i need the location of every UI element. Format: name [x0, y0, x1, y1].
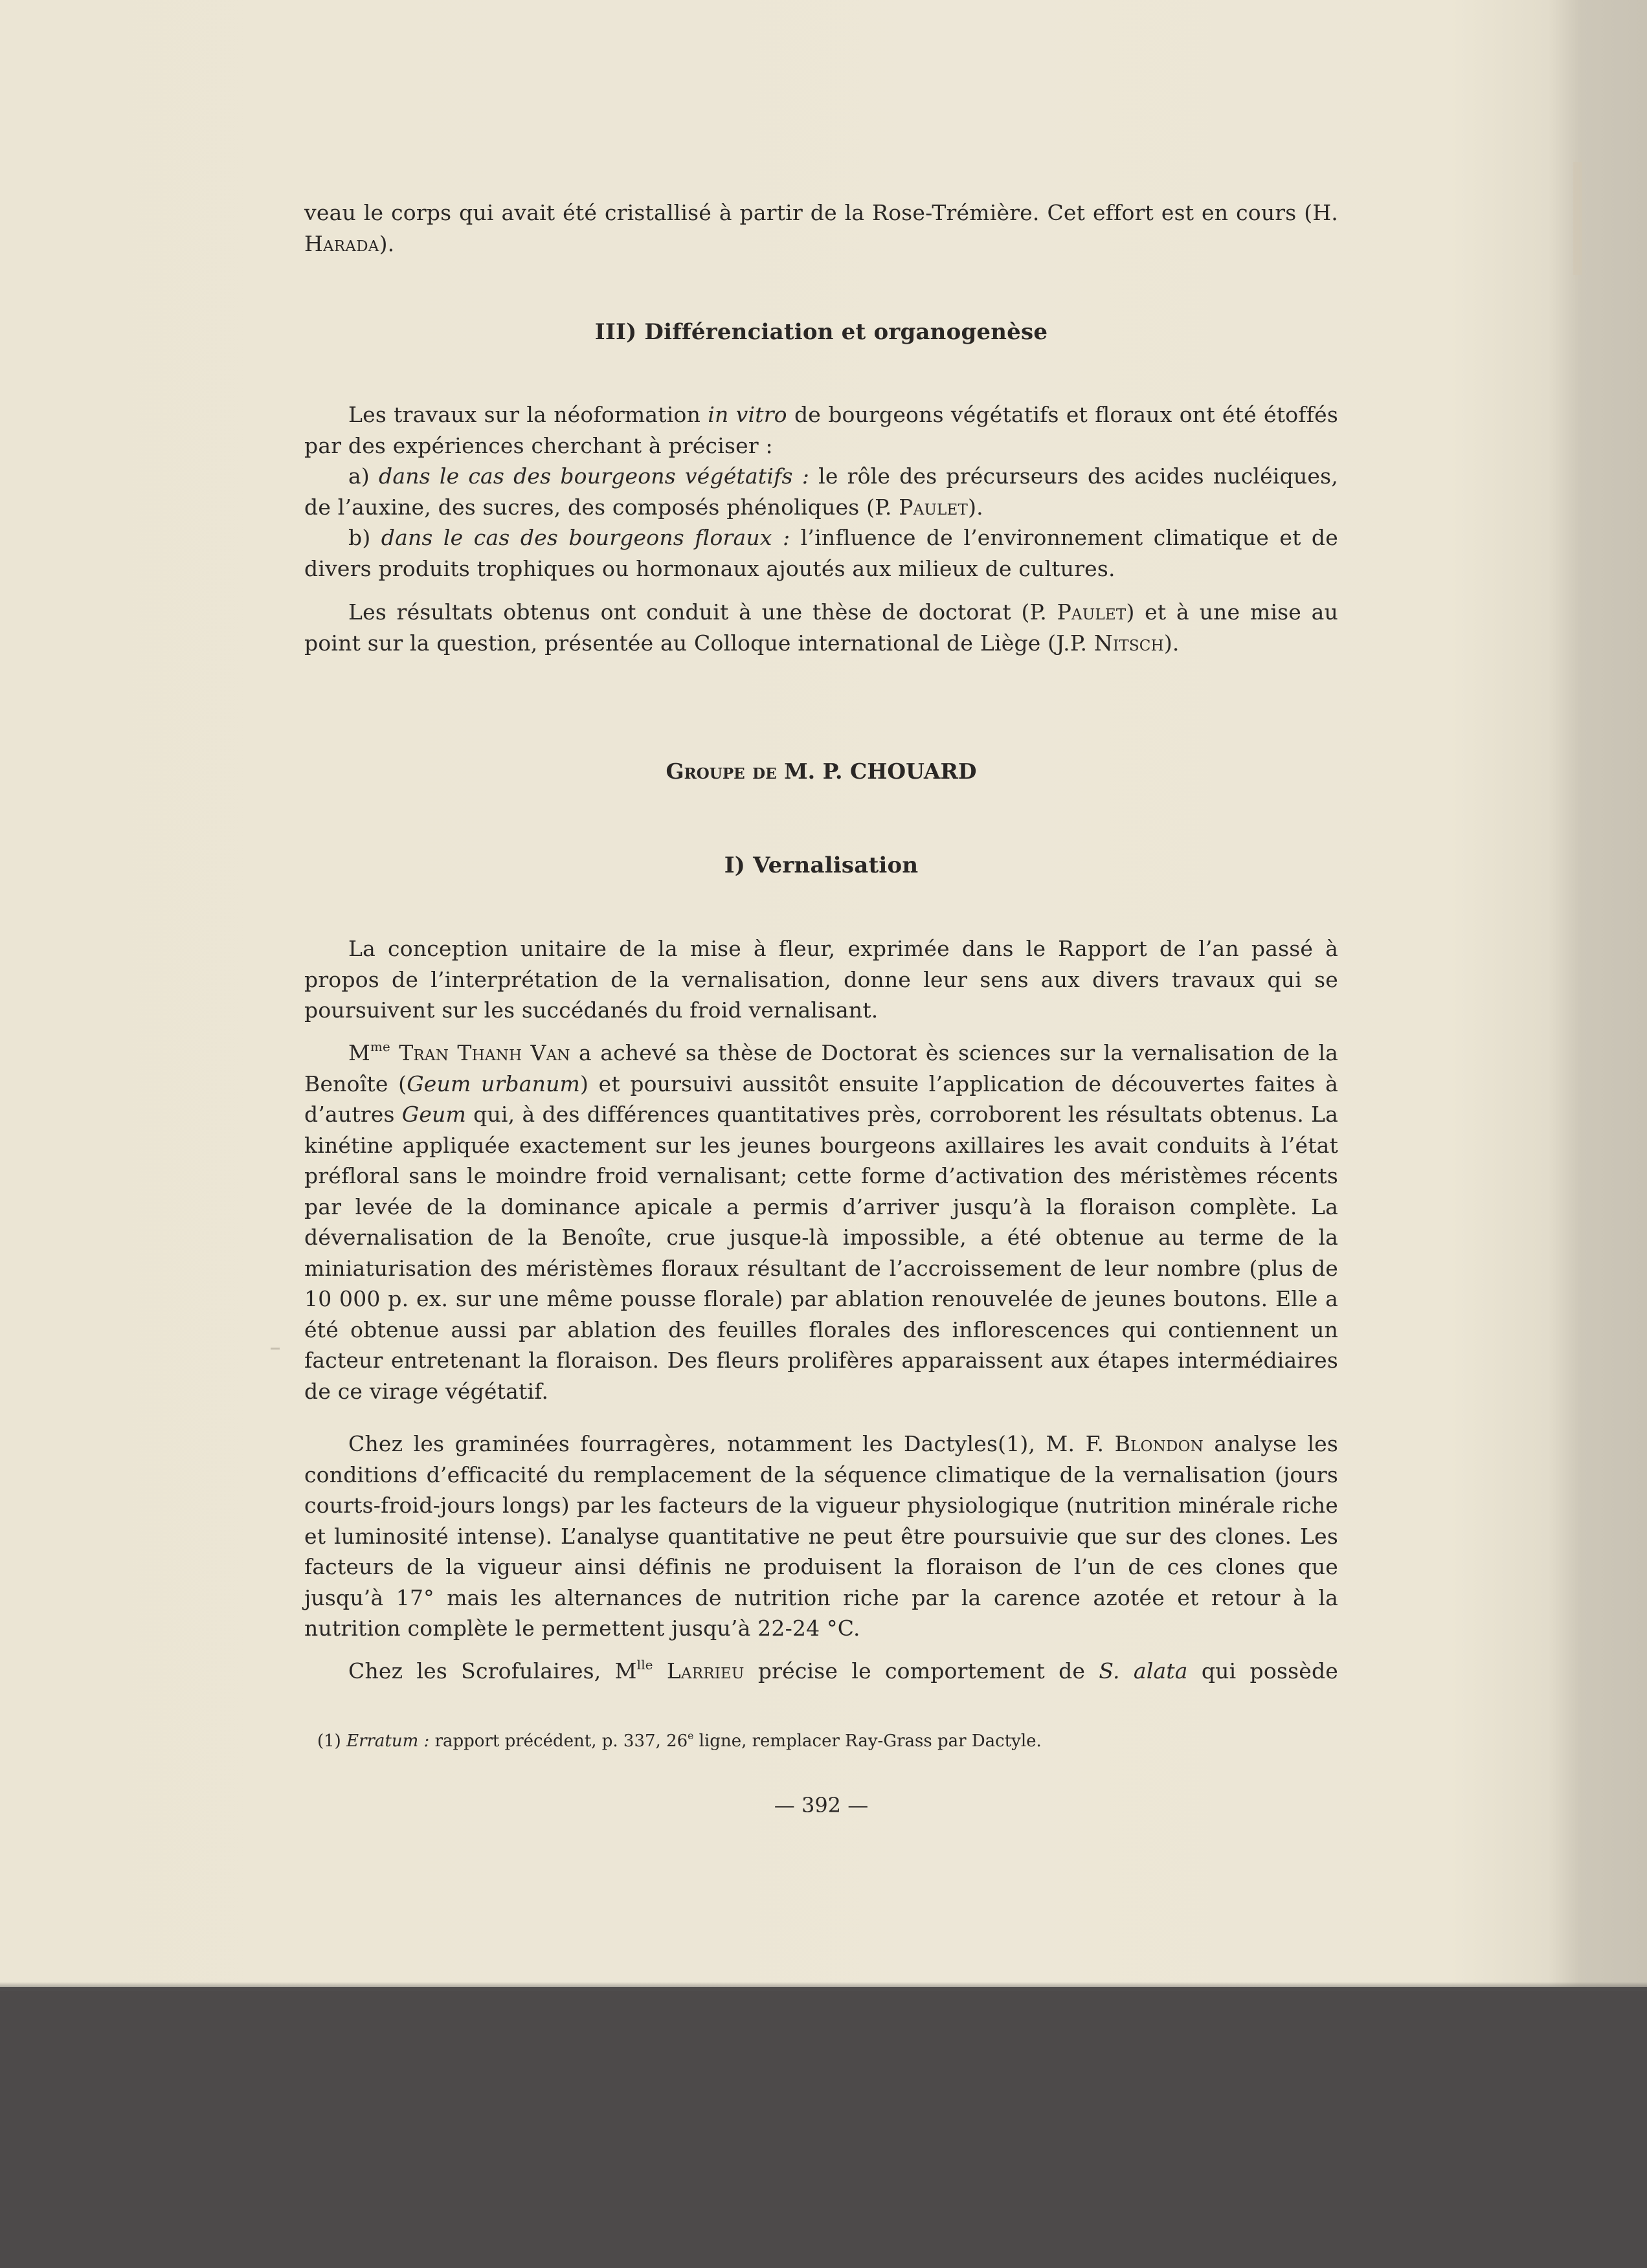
title-superscript: lle	[636, 1658, 653, 1673]
author-name: Blondon	[1104, 1431, 1204, 1456]
paragraph-text: Les résultats obtenus ont conduit à une thèse de doctorat (	[348, 599, 1030, 625]
paragraph	[304, 197, 1338, 259]
author-name: J.P. Nitsch	[1056, 630, 1164, 656]
paragraph-text: ).	[379, 230, 395, 256]
paragraph-text: Chez les graminées fourragères, notamment les Dactyles	[348, 1431, 998, 1456]
author-name: P. Paulet	[875, 494, 969, 520]
group-prefix: Groupe de	[666, 759, 777, 784]
title: M	[348, 1040, 370, 1065]
margin-mark	[271, 1348, 280, 1350]
list-item-label: b)	[348, 525, 381, 550]
paragraph-text: ) et à une mise au point sur la question, présentée au Colloque international de Liège (	[304, 599, 1339, 656]
footnote-text: rapport précédent, p. 337, 26	[429, 1731, 688, 1751]
paragraph	[304, 399, 1338, 461]
paragraph-text: ) et poursuivi aussitôt ensuite l’application de découvertes faites à d’autres	[304, 1071, 1338, 1127]
author-name: Tran Thanh Van	[390, 1040, 570, 1065]
paragraph	[304, 1429, 1338, 1644]
paragraph: La conception unitaire de la mise à fleur, exprimée dans le Rapport de l’an passé à propos de l’interprétation de la vernalisation, donne leur sens aux divers travaux qui se poursuivent sur les succédanés du froid vernalisant.	[304, 936, 1338, 1023]
italic-term: dans le cas des bourgeons floraux :	[381, 525, 790, 550]
section-heading: I) Vernalisation	[724, 852, 919, 878]
section-1-body	[304, 933, 1338, 1026]
paragraph	[304, 1038, 1338, 1406]
footnote-reference[interactable]: (1)	[998, 1431, 1029, 1456]
group-heading	[304, 759, 1338, 784]
italic-term: dans le cas des bourgeons végétatifs :	[379, 463, 810, 489]
list-item-label: a)	[348, 463, 379, 489]
footnote-number: (1)	[317, 1731, 347, 1751]
paragraph-text: ).	[1163, 630, 1180, 656]
paragraph-text: précise le comportement de	[744, 1658, 1099, 1684]
paragraph-text: ).	[968, 494, 983, 520]
paragraph-continuation	[304, 197, 1338, 259]
section-heading: III) Différenciation et organogenèse	[594, 319, 1048, 345]
author-name: P. Paulet	[1029, 599, 1126, 625]
paragraph-text: l’influence de l’environnement climatique et de divers produits trophiques ou hormonaux ajoutés aux milieux de cultures.	[304, 525, 1338, 581]
section-3-body	[304, 399, 1338, 584]
paragraph-text: veau le corps qui avait été cristallisé à partir de la Rose-Trémière. Cet effort est en cours (	[304, 200, 1313, 225]
paragraph-text: qui possède	[1187, 1658, 1338, 1684]
italic-term: Erratum :	[346, 1731, 430, 1751]
species-name: S. alata	[1099, 1658, 1188, 1684]
group-name: M. P. CHOUARD	[776, 759, 977, 784]
italic-term: in vitro	[708, 402, 787, 427]
paragraph	[304, 597, 1338, 658]
paragraph	[304, 1656, 1338, 1687]
author-name: Larrieu	[653, 1658, 745, 1684]
paragraph-text: de bourgeons végétatifs et floraux ont été étoffés par des expériences cherchant à préciser :	[304, 402, 1338, 458]
title-superscript: me	[370, 1040, 390, 1055]
footnote	[304, 1730, 1338, 1752]
author-name: H. Harada	[304, 200, 1338, 256]
margin-mark	[1573, 162, 1582, 275]
paragraph-text: Les travaux sur la néoformation	[348, 402, 708, 427]
paragraph-text: le rôle des précurseurs des acides nucléiques, de l’auxine, des sucres, des composés phénoliques (	[304, 463, 1338, 520]
paragraph-text: , M. F.	[1028, 1431, 1104, 1456]
ordinal-superscript: e	[688, 1730, 694, 1742]
species-name: Geum urbanum	[407, 1071, 581, 1096]
paragraph-text: a achevé sa thèse de Doctorat ès sciences sur la vernalisation de la Benoîte (	[304, 1040, 1338, 1096]
page-number: — 392 —	[774, 1793, 869, 1818]
list-item	[304, 522, 1338, 584]
footnote-text: ligne, remplacer Ray-Grass par Dactyle.	[693, 1731, 1042, 1751]
paragraph-text: Chez les Scrofulaires, M	[348, 1658, 637, 1684]
paragraph-text: qui, à des différences quantitatives près, corroborent les résultats obtenus. La kinétine appliquée exactement sur les jeunes bourgeons axillaires les avait conduits à l’état préfloral sans le moindre froid vernalisant; cette forme d’activation des méristèmes récents par levée de la dominance apicale a permis d’arriver jusqu’à la floraison complète. La dévernalisation de la Benoîte, crue jusque-là impossible, a été obtenue au terme de la miniaturisation des méristèmes floraux résultant de l’accroissement de leur nombre (plus de 10 000 p. ex. sur une même pousse florale) par ablation renouvelée de jeunes boutons. Elle a été obtenue aussi par ablation des feuilles florales des inflorescences qui contiennent un facteur entretenant la floraison. Des fleurs prolifères apparaissent aux étapes intermédiaires de ce virage végétatif.	[304, 1102, 1338, 1404]
paragraph-text: analyse les conditions d’efficacité du remplacement de la séquence climatique de la vernalisation (jours courts-froid-jours longs) par les facteurs de la vigueur physiologique (nutrition minérale riche et luminosité intense). L’analyse quantitative ne peut être poursuivie que sur des clones. Les facteurs de la vigueur ainsi définis ne produisent la floraison de l’un de ces clones que jusqu’à 17° mais les alternances de nutrition riche par la carence azotée et retour à la nutrition complète le permettent jusqu’à 22-24 °C.	[304, 1431, 1338, 1641]
page-bottom-shadow	[0, 1982, 1647, 1991]
species-name: Geum	[401, 1102, 467, 1127]
list-item	[304, 461, 1338, 522]
